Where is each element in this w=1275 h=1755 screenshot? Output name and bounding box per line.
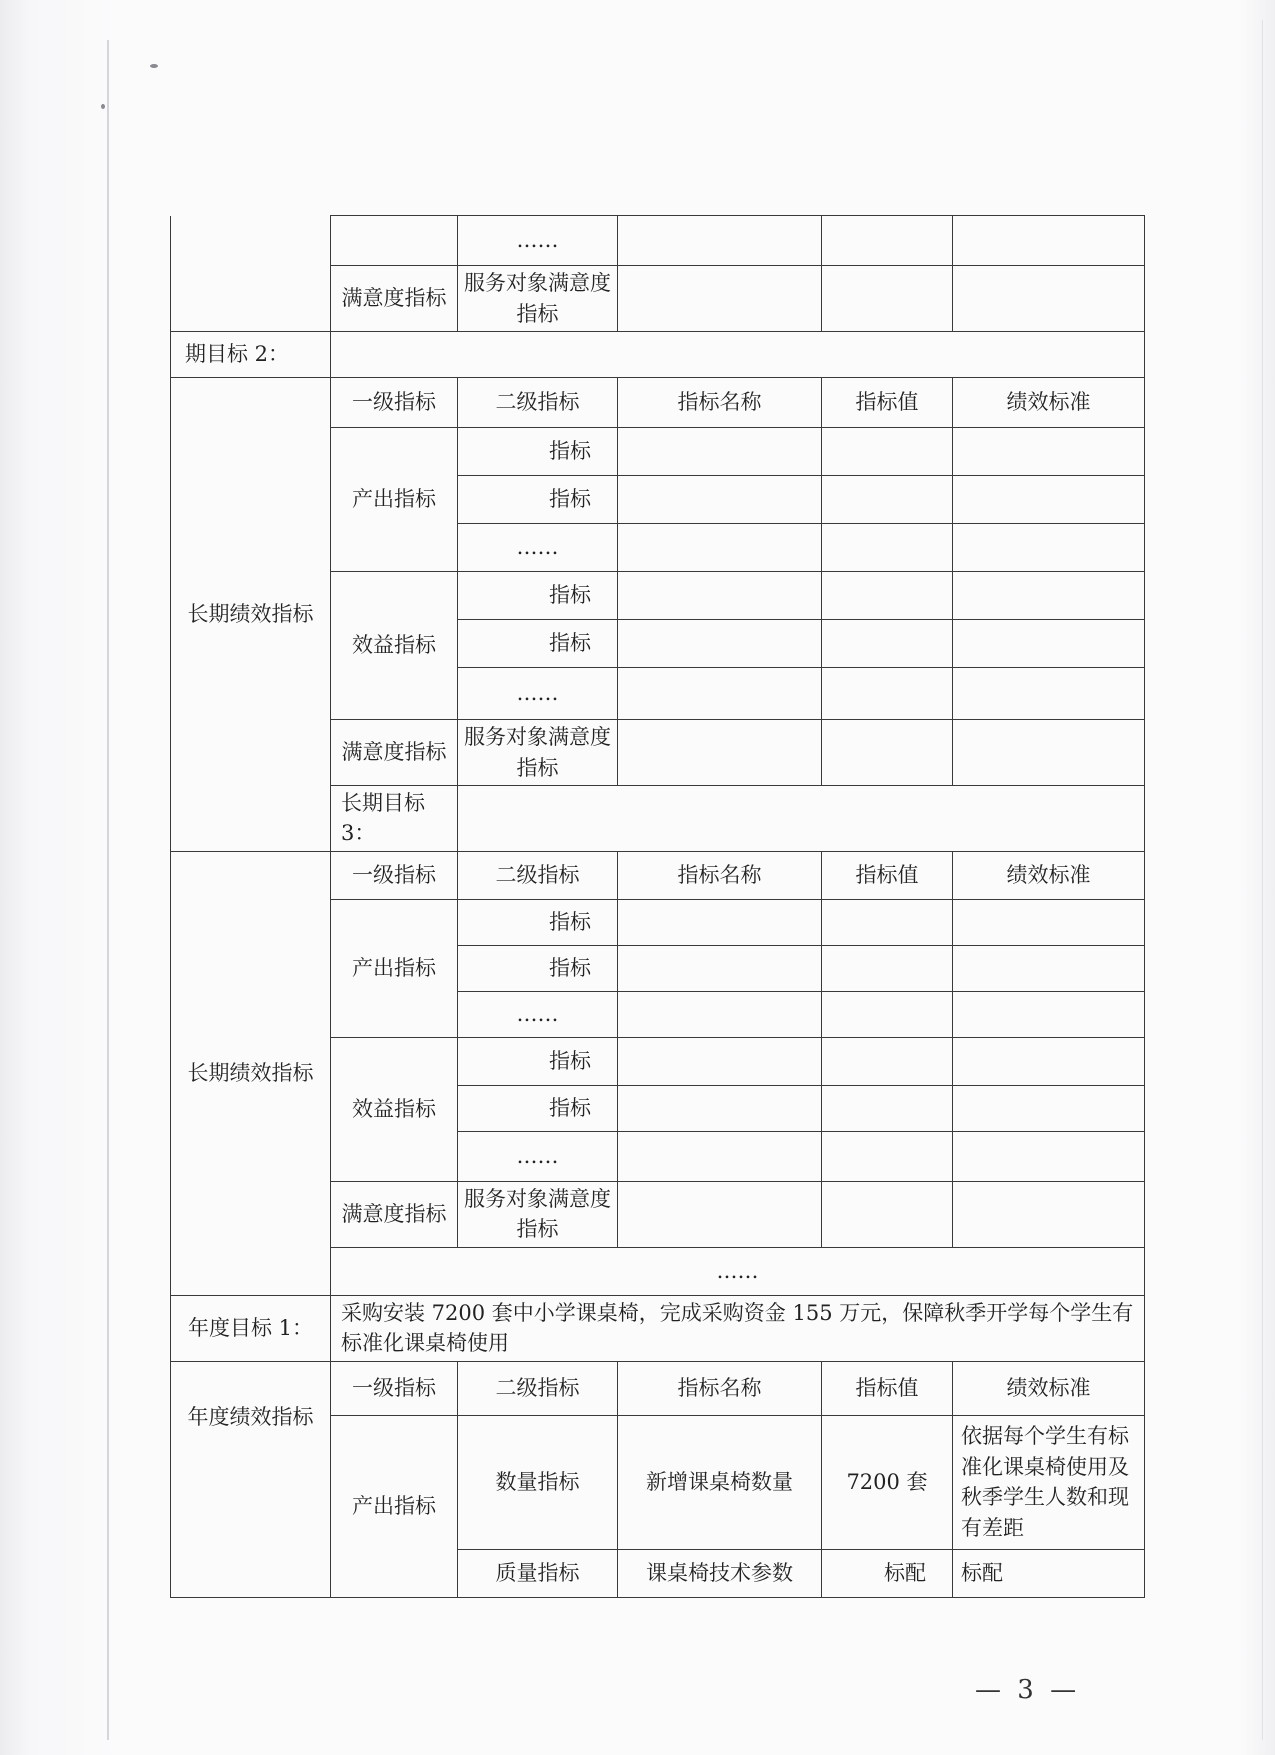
- header-level2: 二级指标: [458, 378, 618, 428]
- table-cell: [618, 1037, 822, 1085]
- header-value: 指标值: [822, 851, 953, 899]
- table-cell: [822, 1131, 953, 1181]
- table-cell: [822, 899, 953, 945]
- satisfaction-label: 满意度指标: [331, 1181, 458, 1247]
- table-cell: [822, 720, 953, 786]
- table-cell: [618, 572, 822, 620]
- table-cell: [822, 1037, 953, 1085]
- table-cell: [618, 266, 822, 332]
- continued-cell: [171, 216, 331, 332]
- table-cell: [331, 216, 458, 266]
- output-label: 产出指标: [331, 428, 458, 572]
- quality-label: 质量指标: [458, 1549, 618, 1597]
- table-cell: [953, 620, 1145, 668]
- table-cell: [618, 991, 822, 1037]
- indicator-label: 指标: [458, 1085, 618, 1131]
- table-cell: [953, 524, 1145, 572]
- goal-3-label: 长期目标 3：: [331, 786, 458, 852]
- quantity-standard: 依据每个学生有标准化课桌椅使用及秋季学生人数和现有差距: [953, 1415, 1145, 1549]
- ellipsis-cell: ……: [458, 668, 618, 720]
- table-row: [171, 216, 1145, 266]
- ellipsis-cell: ……: [458, 1131, 618, 1181]
- scan-speck: [150, 64, 158, 68]
- quantity-value: 7200 套: [822, 1415, 953, 1549]
- table-cell: [822, 266, 953, 332]
- table-cell: [618, 476, 822, 524]
- quality-standard: 标配: [953, 1549, 1145, 1597]
- table-cell: [618, 899, 822, 945]
- table-cell: [953, 720, 1145, 786]
- annual-goal-1-text: 采购安装 7200 套中小学课桌椅，完成采购资金 155 万元，保障秋季开学每个学生有标准化课桌椅使用: [331, 1295, 1145, 1361]
- ellipsis-cell: ……: [458, 216, 618, 266]
- table-cell: [953, 428, 1145, 476]
- page-number: — 3 —: [975, 1675, 1081, 1705]
- scan-fold-line: [107, 40, 109, 1740]
- goal-row: [171, 332, 1145, 378]
- quality-name: 课桌椅技术参数: [618, 1549, 822, 1597]
- table-cell: [953, 1131, 1145, 1181]
- table-cell: [618, 216, 822, 266]
- table-cell: [618, 524, 822, 572]
- header-level1: 一级指标: [331, 1361, 458, 1415]
- table-cell: [618, 1131, 822, 1181]
- header-row: [171, 378, 1145, 428]
- goal-row: [171, 1295, 1145, 1361]
- table-cell: [618, 720, 822, 786]
- indicator-label: 指标: [458, 428, 618, 476]
- output-label: 产出指标: [331, 899, 458, 1037]
- table-cell: [822, 945, 953, 991]
- performance-indicator-table: [170, 215, 1145, 1598]
- table-cell: [618, 668, 822, 720]
- annual-goal-1-label: 年度目标 1：: [171, 1295, 331, 1361]
- table-cell: [953, 668, 1145, 720]
- indicator-label: 指标: [458, 899, 618, 945]
- table-cell: [953, 476, 1145, 524]
- quantity-label: 数量指标: [458, 1415, 618, 1549]
- output-label: 产出指标: [331, 1415, 458, 1597]
- long-term-perf-label: 长期绩效指标: [171, 378, 331, 852]
- table-cell: [822, 572, 953, 620]
- header-level1: 一级指标: [331, 378, 458, 428]
- table-cell: [822, 668, 953, 720]
- satisfaction-label: 满意度指标: [331, 266, 458, 332]
- satisfaction-label: 满意度指标: [331, 720, 458, 786]
- header-value: 指标值: [822, 1361, 953, 1415]
- service-satisfaction-label: 服务对象满意度指标: [458, 720, 618, 786]
- goal-2-content: [331, 332, 1145, 378]
- table-cell: [953, 1037, 1145, 1085]
- table-cell: [953, 216, 1145, 266]
- table-cell: [822, 620, 953, 668]
- ellipsis-cell: ……: [331, 1247, 1145, 1295]
- quality-value: 标配: [822, 1549, 953, 1597]
- header-standard: 绩效标准: [953, 1361, 1145, 1415]
- table-cell: [953, 991, 1145, 1037]
- header-row: [171, 1361, 1145, 1415]
- table-cell: [953, 266, 1145, 332]
- annual-perf-label: 年度绩效指标: [171, 1361, 331, 1597]
- header-standard: 绩效标准: [953, 851, 1145, 899]
- ellipsis-cell: ……: [458, 524, 618, 572]
- header-level2: 二级指标: [458, 1361, 618, 1415]
- table-cell: [618, 1181, 822, 1247]
- scan-edge-line: [1262, 20, 1263, 1740]
- header-standard: 绩效标准: [953, 378, 1145, 428]
- table-cell: [618, 1085, 822, 1131]
- table-cell: [953, 945, 1145, 991]
- indicator-label: 指标: [458, 572, 618, 620]
- table-cell: [953, 1181, 1145, 1247]
- header-name: 指标名称: [618, 378, 822, 428]
- indicator-label: 指标: [458, 620, 618, 668]
- table-cell: [822, 1181, 953, 1247]
- goal-2-label: 期目标 2：: [171, 332, 331, 378]
- table-cell: [822, 428, 953, 476]
- table-cell: [618, 945, 822, 991]
- scan-speck: [101, 104, 105, 109]
- header-name: 指标名称: [618, 1361, 822, 1415]
- table-cell: [822, 1085, 953, 1131]
- header-value: 指标值: [822, 378, 953, 428]
- header-row: [171, 851, 1145, 899]
- long-term-perf-label: 长期绩效指标: [171, 851, 331, 1295]
- table-cell: [953, 572, 1145, 620]
- table-cell: [822, 991, 953, 1037]
- benefit-label: 效益指标: [331, 1037, 458, 1181]
- header-level1: 一级指标: [331, 851, 458, 899]
- table-cell: [618, 620, 822, 668]
- table-cell: [618, 428, 822, 476]
- table-cell: [822, 524, 953, 572]
- indicator-label: 指标: [458, 1037, 618, 1085]
- service-satisfaction-label: 服务对象满意度指标: [458, 1181, 618, 1247]
- benefit-label: 效益指标: [331, 572, 458, 720]
- table-cell: [822, 476, 953, 524]
- indicator-label: 指标: [458, 476, 618, 524]
- header-level2: 二级指标: [458, 851, 618, 899]
- quantity-name: 新增课桌椅数量: [618, 1415, 822, 1549]
- header-name: 指标名称: [618, 851, 822, 899]
- goal-3-content: [458, 786, 1145, 852]
- ellipsis-cell: ……: [458, 991, 618, 1037]
- table-cell: [953, 1085, 1145, 1131]
- service-satisfaction-label: 服务对象满意度指标: [458, 266, 618, 332]
- table-cell: [822, 216, 953, 266]
- table-cell: [953, 899, 1145, 945]
- indicator-label: 指标: [458, 945, 618, 991]
